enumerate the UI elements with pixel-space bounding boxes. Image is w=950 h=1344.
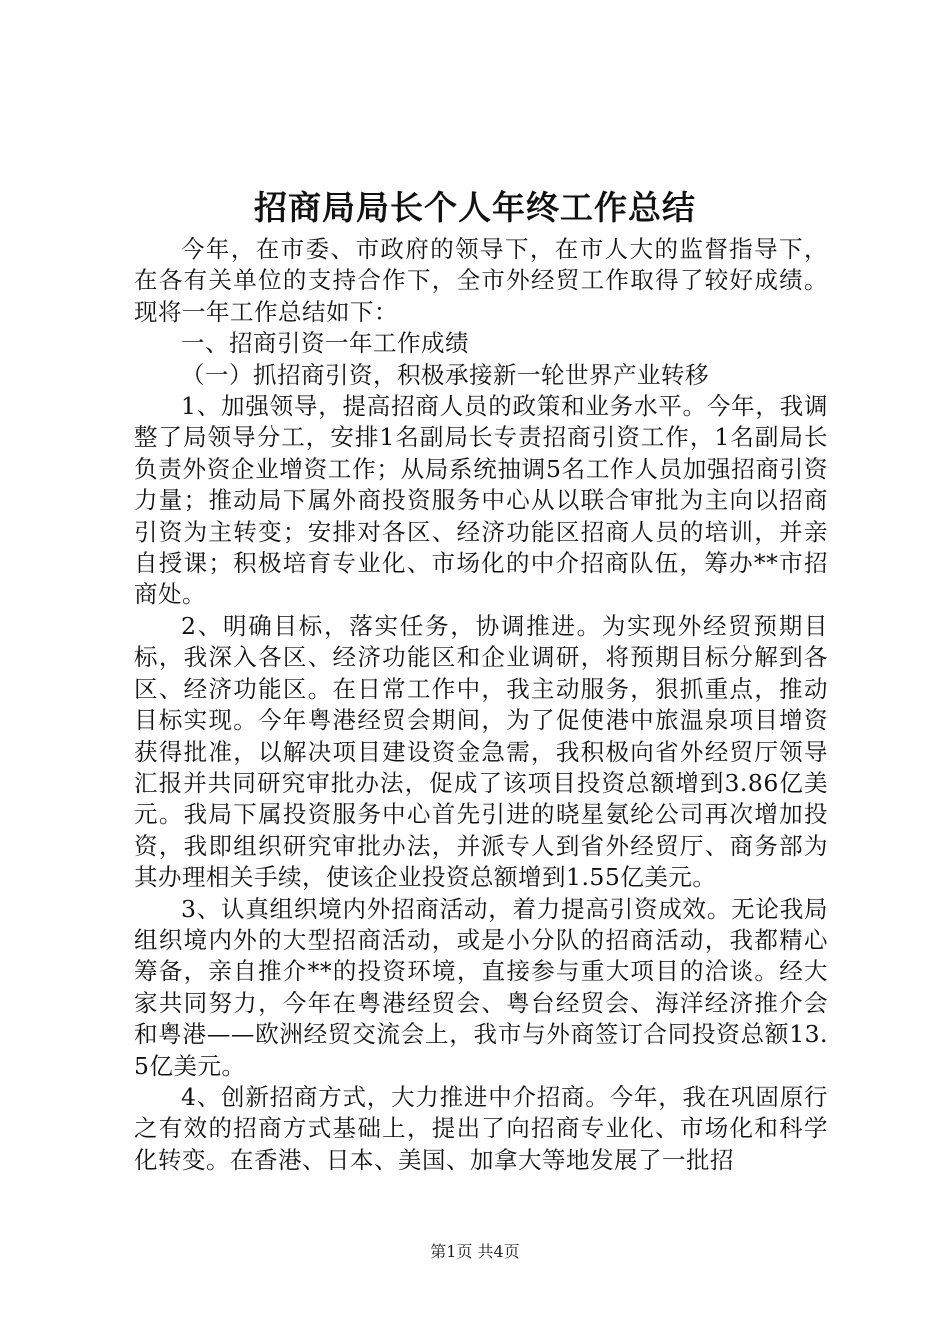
paragraph-item-4: 4、创新招商方式，大力推进中介招商。今年，我在巩固原行之有效的招商方式基础上，提出了向招商专业化、市场化和科学化转变。在香港、日本、美国、加拿大等地发展了一批招 xyxy=(134,1082,828,1174)
section-heading: 一、招商引资一年工作成绩 xyxy=(181,329,469,358)
subsection-heading: （一）抓招商引资，积极承接新一轮世界产业转移 xyxy=(181,360,709,389)
paragraph-item-3: 3、认真组织境内外招商活动，着力提高引资成效。无论我局组织境内外的大型招商活动，或是小分队的招商活动，我都精心筹备，亲自推介**的投资环境，直接参与重大项目的洽谈。经大家共同努力，今年在粤港经贸会、粤台经贸会、海洋经济推介会和粤港——欧洲经贸交流会上，我市与外商签订合同投资总额13.5亿美元。 xyxy=(134,894,828,1080)
paragraph-item-2: 2、明确目标，落实任务，协调推进。为实现外经贸预期目标，我深入各区、经济功能区和企业调研，将预期目标分解到各区、经济功能区。在日常工作中，我主动服务，狠抓重点，推动目标实现。今年粤港经贸会期间，为了促使港中旅温泉项目增资获得批准，以解决项目建设资金急需，我积极向省外经贸厅领导汇报并共同研究审批办法，促成了该项目投资总额增到3.86亿美元。我局下属投资服务中心首先引进的晓星氨纶公司再次增加投资，我即组织研究审批办法，并派专人到省外经贸厅、商务部为其办理相关手续，使该企业投资总额增到1.55亿美元。 xyxy=(134,611,828,892)
document-title: 招商局局长个人年终工作总结 xyxy=(254,188,696,227)
page-footer: 第1页 共4页 xyxy=(430,1242,520,1261)
paragraph-item-1: 1、加强领导，提高招商人员的政策和业务水平。今年，我调整了局领导分工，安排1名副局长专责招商引资工作，1名副局长负责外资企业增资工作；从局系统抽调5名工作人员加强招商引资力量；推动局下属外商投资服务中心从以联合审批为主向以招商引资为主转变；安排对各区、经济功能区招商人员的培训，并亲自授课；积极培育专业化、市场化的中介招商队伍，筹办**市招商处。 xyxy=(134,392,828,609)
document-body xyxy=(134,234,828,1176)
paragraph-intro: 今年，在市委、市政府的领导下，在市人大的监督指导下，在各有关单位的支持合作下，全市外经贸工作取得了较好成绩。现将一年工作总结如下： xyxy=(134,235,828,326)
